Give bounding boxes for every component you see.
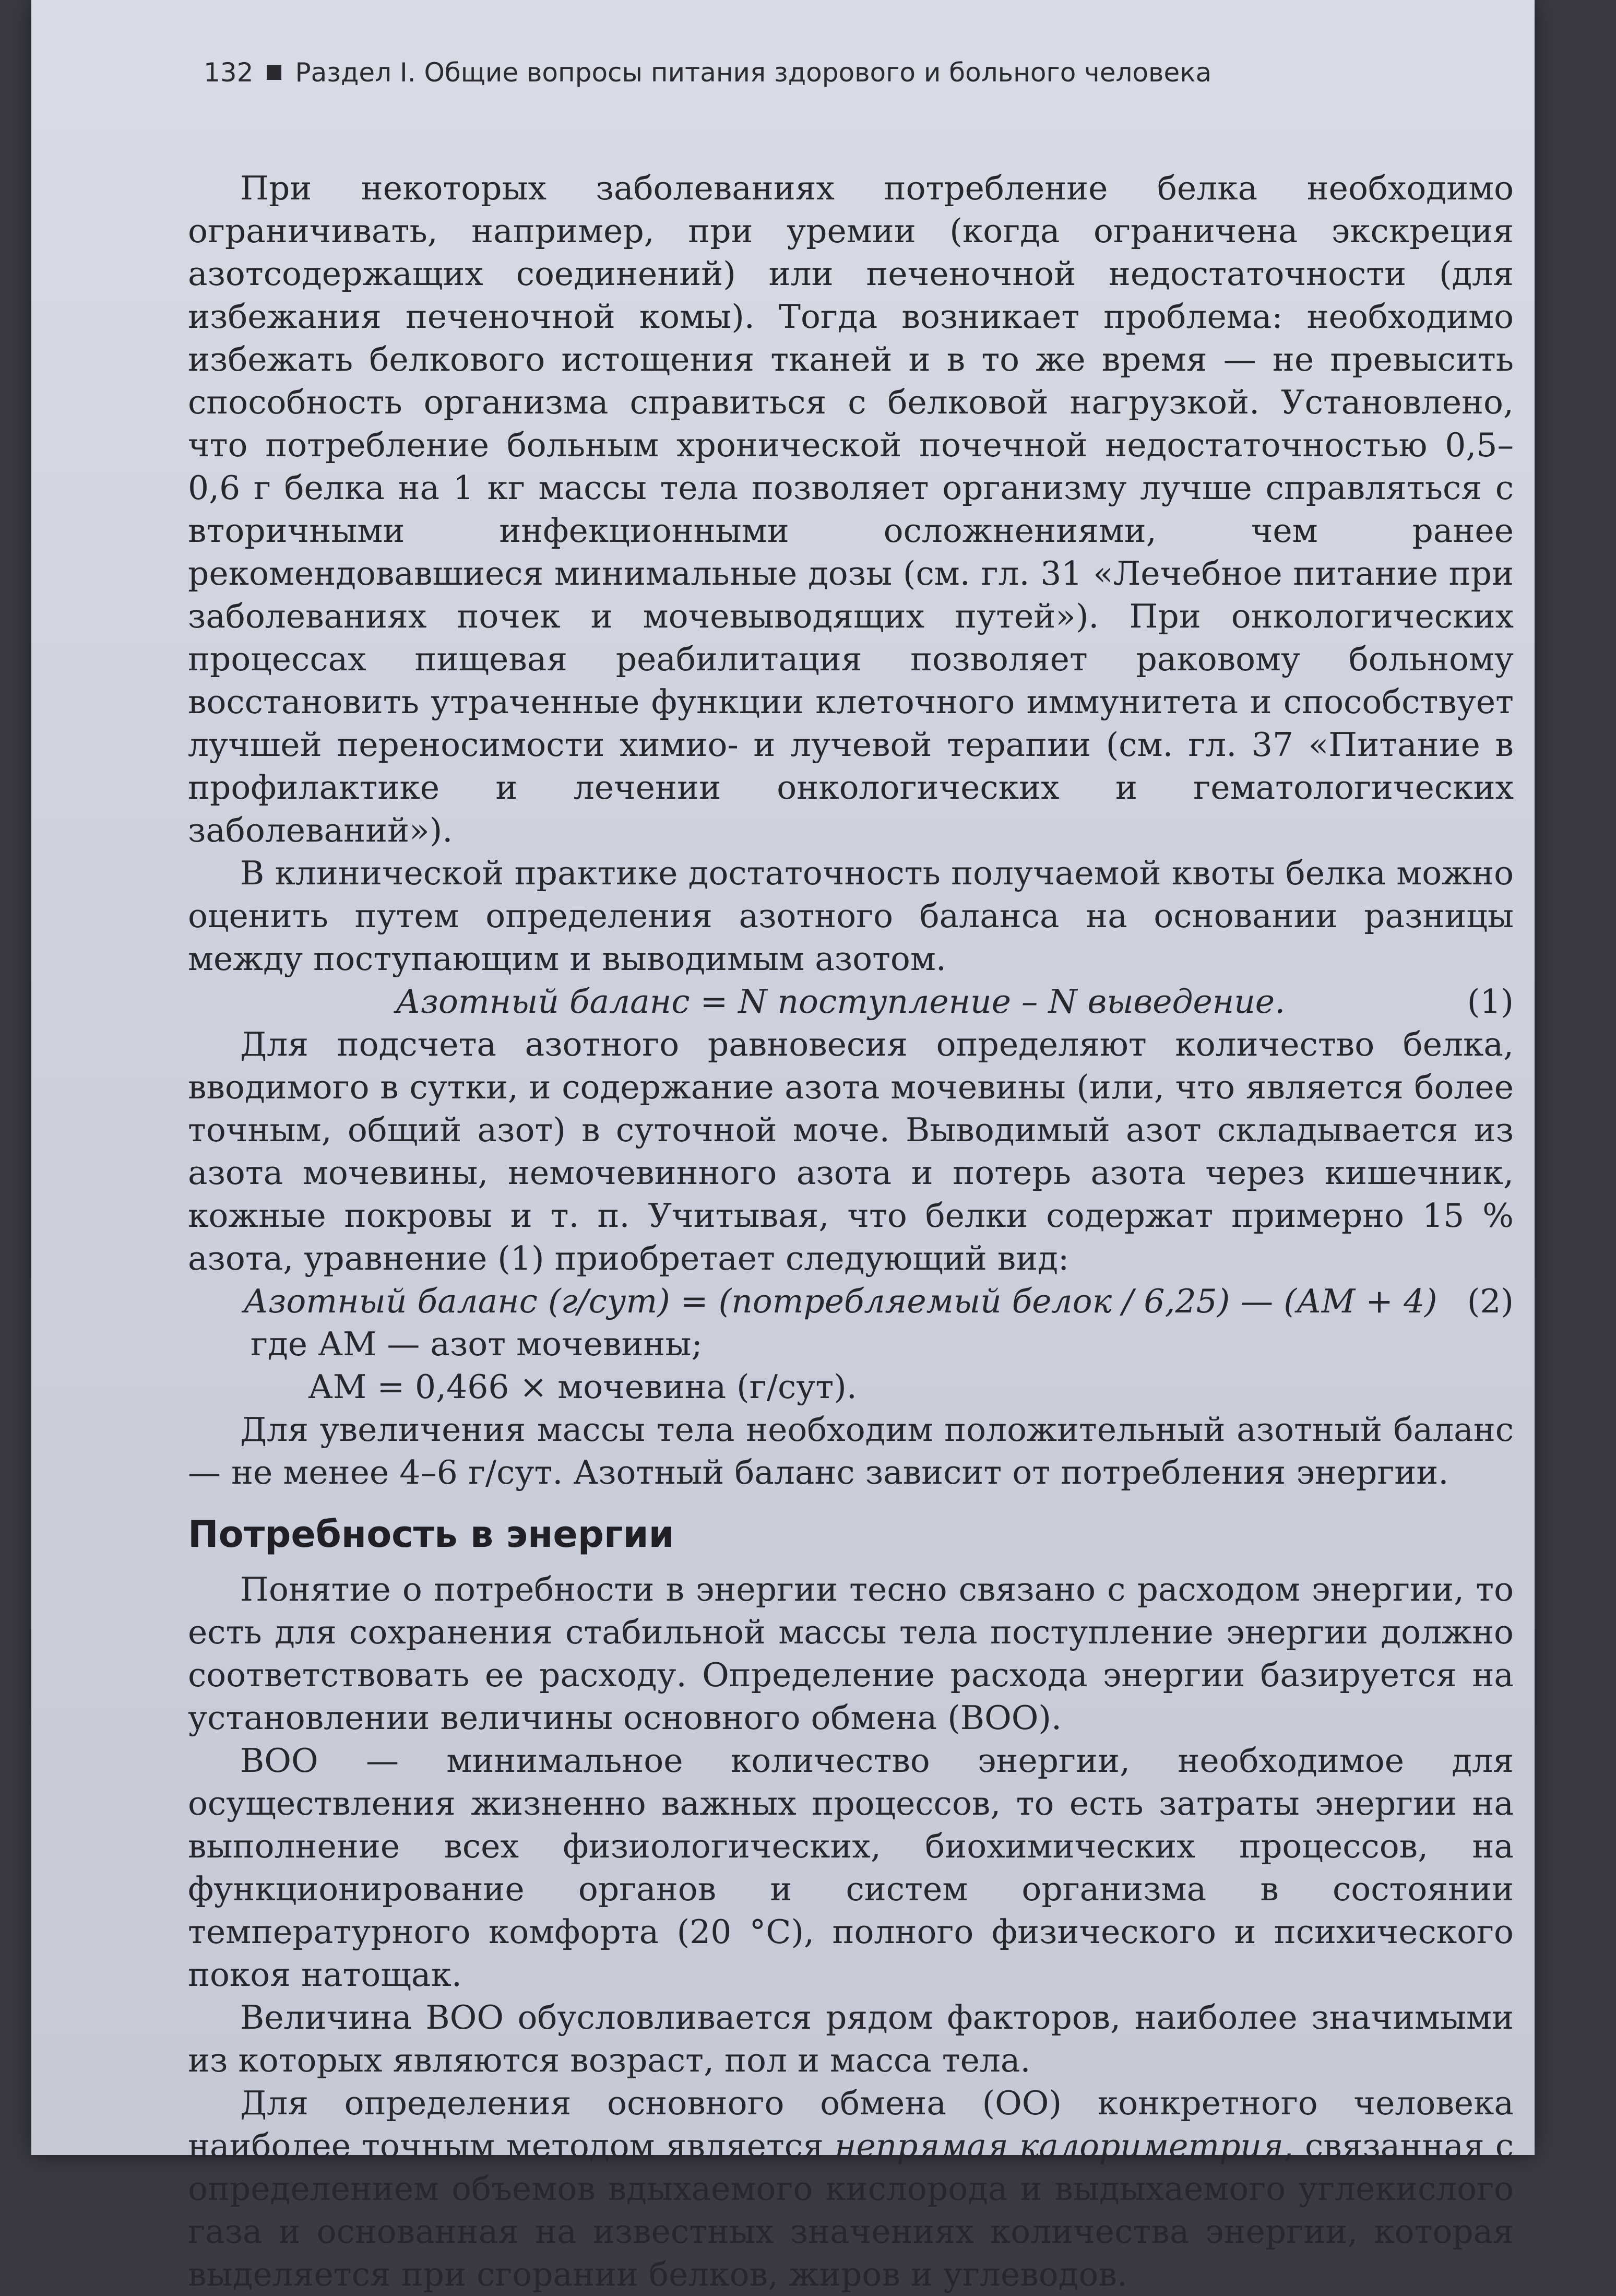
paragraph: Для подсчета азотного равновесия определяют количество белка, вводимого в сутки, и содержание азота мочевины (или, что является более точным, общий азот) в суточной моче. Выводимый азот складывается из азота мочевины, немочевинного азота и потерь азота через кишечник, кожные покровы и т. п. Учитывая, что белки содержат примерно 15 % азота, уравнение (1) приобретает следующий вид: bbox=[188, 1025, 1514, 1277]
paragraph: В клинической практике достаточность получаемой квоты белка можно оценить путем определения азотного баланса на основании разницы между поступающим и выводимым азотом. bbox=[188, 854, 1514, 978]
page-body bbox=[188, 167, 1514, 2296]
running-header bbox=[204, 57, 1508, 88]
emphasis-term: непрямая калориметрия bbox=[834, 2127, 1284, 2165]
formula-number: (1) bbox=[1467, 983, 1514, 1021]
square-bullet-icon bbox=[267, 65, 281, 80]
paragraph: Величина ВОО обусловливается рядом факторов, наиболее значимыми из которых являются возраст, пол и масса тела. bbox=[188, 1998, 1514, 2079]
paragraph-text: , связанная с определением объемов вдыхаемого кислорода и выдыхаемого углекислого газа и основанная на известных значениях количества энергии, которая выделяется при сгорании белков, жиров и углеводов. bbox=[188, 2127, 1514, 2293]
paragraph bbox=[188, 2082, 1514, 2296]
formula-number: (2) bbox=[1467, 1282, 1514, 1320]
book-page bbox=[31, 0, 1535, 2293]
formula-1 bbox=[188, 980, 1514, 1023]
formula-legend: АМ = 0,466 × мочевина (г/сут). bbox=[308, 1368, 857, 1406]
section-heading: Потребность в энергии bbox=[188, 1513, 674, 1556]
paragraph: Понятие о потребности в энергии тесно связано с расходом энергии, то есть для сохранения стабильной массы тела поступление энергии должно соответствовать ее расходу. Определение расхода энергии базируется на установлении величины основного обмена (ВОО). bbox=[188, 1570, 1514, 1737]
formula-2 bbox=[188, 1280, 1514, 1323]
formula-text: Азотный баланс (г/сут) = (потребляемый белок / 6,25) — (АМ + 4) bbox=[243, 1282, 1437, 1320]
paragraph: ВОО — минимальное количество энергии, необходимое для осуществления жизненно важных процессов, то есть затраты энергии на выполнение всех физиологических, биохимических процессов, на функционирование органов и систем организма в состоянии температурного комфорта (20 °С), полного физического и психического покоя натощак. bbox=[188, 1742, 1514, 1994]
page-number: 132 bbox=[204, 57, 254, 88]
paragraph: Для увеличения массы тела необходим положительный азотный баланс — не менее 4–6 г/сут. Азотный баланс зависит от потребления энергии. bbox=[188, 1411, 1514, 1492]
formula-legend: где АМ — азот мочевины; bbox=[251, 1325, 703, 1363]
running-title: Раздел I. Общие вопросы питания здорового и больного человека bbox=[295, 57, 1212, 88]
paragraph: При некоторых заболеваниях потребление белка необходимо ограничивать, например, при уремии (когда ограничена экскреция азотсодержащих соединений) или печеночной недостаточности (для избежания печеночной комы). Тогда возникает проблема: необходимо избежать белкового истощения тканей и в то же время — не превысить способность организма справиться с белковой нагрузкой. Установлено, что потребление больным хронической почечной недостаточностью 0,5–0,6 г белка на 1 кг массы тела позволяет организму лучше справляться с вторичными инфекционными осложнениями, чем ранее рекомендовавшиеся минимальные дозы (см. гл. 31 «Лечебное питание при заболеваниях почек и мочевыводящих путей»). При онкологических процессах пищевая реабилитация позволяет раковому больному восстановить утраченные функции клеточного иммунитета и способствует лучшей переносимости химио- и лучевой терапии (см. гл. 37 «Питание в профилактике и лечении онкологических и гематологических заболеваний»). bbox=[188, 169, 1514, 849]
paragraph-text: Для определения основного обмена (ОО) конкретного человека наиболее точным методом является bbox=[188, 2084, 1514, 2165]
formula-text: Азотный баланс = N поступление – N выведение. bbox=[395, 983, 1286, 1021]
